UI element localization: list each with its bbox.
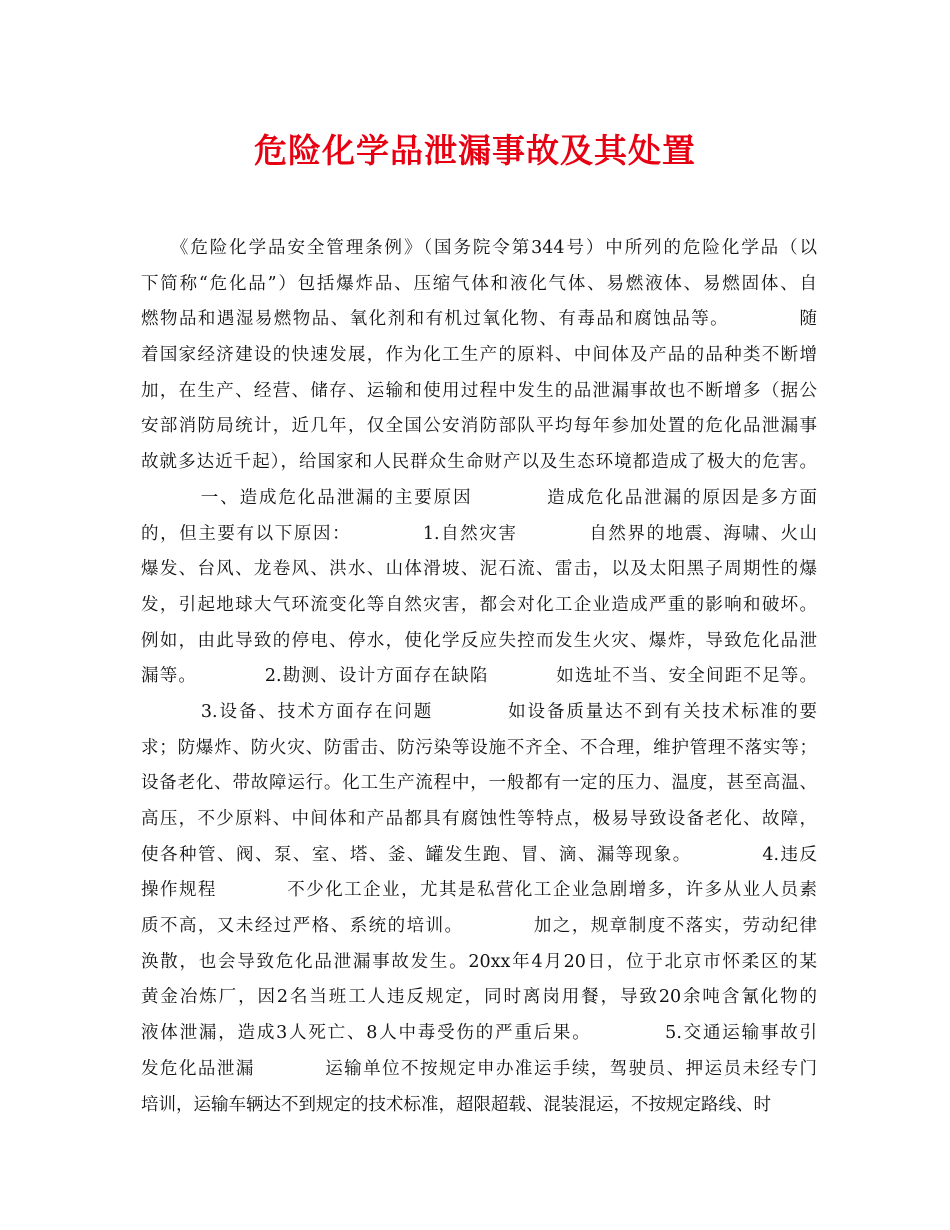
document-title: 危险化学品泄漏事故及其处置 <box>254 131 696 170</box>
body-line: 发，引起地球大气环流变化等自然灾害，都会对化工企业造成严重的影响和破坏。 <box>141 594 817 615</box>
body-line: 燃物品和遇湿易燃物品、氧化剂和有机过氧化物、有毒品和腐蚀品等。 随 <box>141 309 817 330</box>
body-line: 加，在生产、经营、储存、运输和使用过程中发生的品泄漏事故也不断增多（据公 <box>141 380 817 401</box>
body-line: 漏等。 2.勘测、设计方面存在缺陷 如选址不当、安全间距不足等。 <box>141 666 817 687</box>
body-line: 3.设备、技术方面存在问题 如设备质量达不到有关技术标准的要 <box>141 701 817 722</box>
body-line: 涣散，也会导致危化品泄漏事故发生。20xx年4月20日，位于北京市怀柔区的某 <box>141 951 817 972</box>
body-line: 一、造成危化品泄漏的主要原因 造成危化品泄漏的原因是多方面 <box>141 487 817 508</box>
body-line: 黄金冶炼厂，因2名当班工人违反规定，同时离岗用餐，导致20余吨含氰化物的 <box>141 987 817 1008</box>
body-line: 例如，由此导致的停电、停水，使化学反应失控而发生火灾、爆炸，导致危化品泄 <box>141 630 817 651</box>
body-line: 《危险化学品安全管理条例》（国务院令第344号）中所列的危险化学品（以 <box>141 238 817 258</box>
body-line: 高压，不少原料、中间体和产品都具有腐蚀性等特点，极易导致设备老化、故障， <box>141 809 817 829</box>
body-line: 发危化品泄漏 运输单位不按规定申办准运手续，驾驶员、押运员未经专门 <box>141 1058 817 1079</box>
body-line: 培训，运输车辆达不到规定的技术标准，超限超载、混装混运，不按规定路线、时 <box>141 1094 771 1115</box>
body-line: 使各种管、阀、泵、室、塔、釜、罐发生跑、冒、滴、漏等现象。 4.违反 <box>141 844 817 865</box>
body-line: 求；防爆炸、防火灾、防雷击、防污染等设施不齐全、不合理，维护管理不落实等； <box>141 737 817 758</box>
document-body <box>141 231 817 1123</box>
body-line: 着国家经济建设的快速发展，作为化工生产的原料、中间体及产品的品种类不断增 <box>141 345 817 366</box>
body-line: 液体泄漏，造成3人死亡、8人中毒受伤的严重后果。 5.交通运输事故引 <box>141 1023 817 1044</box>
body-line: 爆发、台风、龙卷风、洪水、山体滑坡、泥石流、雷击，以及太阳黑子周期性的爆 <box>141 559 817 580</box>
body-line: 操作规程 不少化工企业，尤其是私营化工企业急剧增多，许多从业人员素 <box>141 880 817 901</box>
body-line: 设备老化、带故障运行。化工生产流程中，一般都有一定的压力、温度，甚至高温、 <box>141 773 817 794</box>
body-line: 的，但主要有以下原因： 1.自然灾害 自然界的地震、海啸、火山 <box>141 523 817 544</box>
body-line: 质不高，又未经过严格、系统的培训。 加之，规章制度不落实，劳动纪律 <box>141 916 817 937</box>
body-line: 安部消防局统计，近几年，仅全国公安消防部队平均每年参加处置的危化品泄漏事 <box>141 416 817 437</box>
body-line: 下简称“危化品”）包括爆炸品、压缩气体和液化气体、易燃液体、易燃固体、自 <box>141 273 817 294</box>
body-line: 故就多达近千起），给国家和人民群众生命财产以及生态环境都造成了极大的危害。 <box>141 452 817 473</box>
